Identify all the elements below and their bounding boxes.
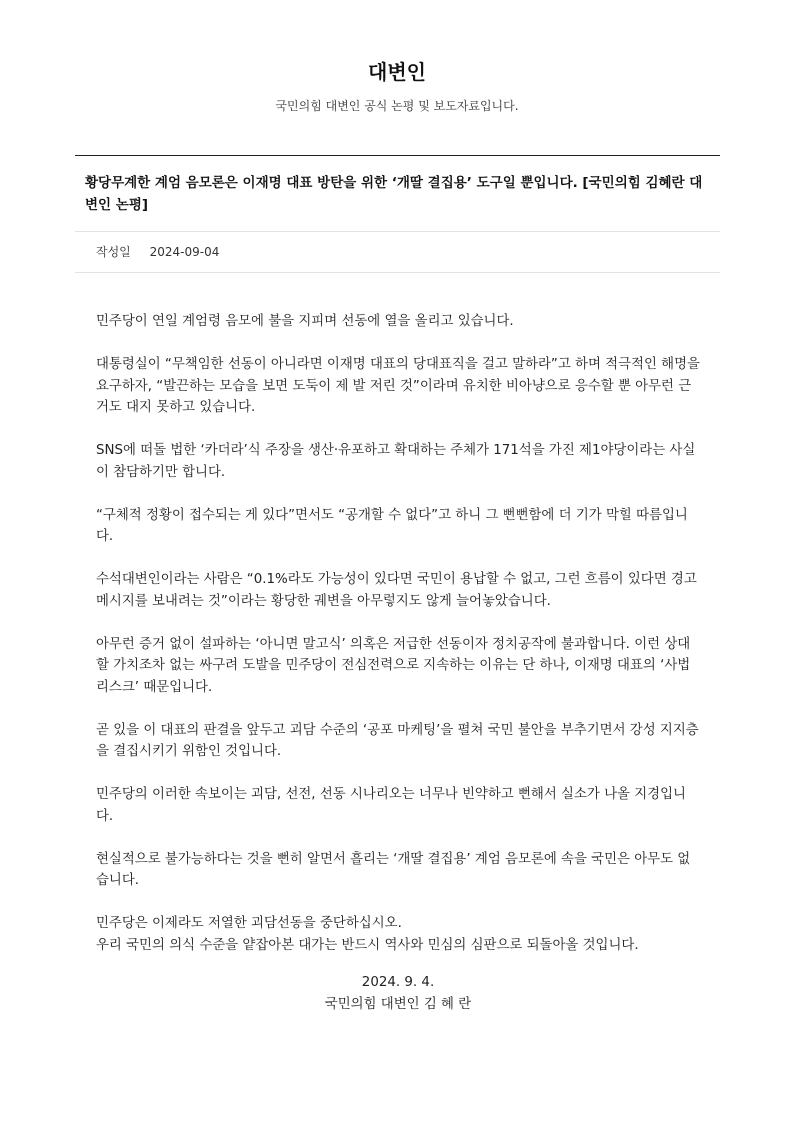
signature (96, 972, 700, 1016)
article (75, 155, 720, 1016)
body-paragraph: “구체적 정황이 접수되는 게 있다”면서도 “공개할 수 없다”고 하니 그 뻔뻔함에 더 기가 막힐 따름입니다. (96, 507, 688, 544)
date-value: 2024-09-04 (149, 245, 220, 259)
body-paragraph: 민주당이 연일 계엄령 음모에 불을 지피며 선동에 열을 올리고 있습니다. (96, 314, 514, 329)
site-title: 대변인 (368, 60, 426, 84)
body-paragraph: 민주당의 이러한 속보이는 괴담, 선전, 선동 시나리오는 너무나 빈약하고 뻔해서 실소가 나올 지경입니다. (96, 787, 686, 824)
body-paragraph: SNS에 떠돌 법한 ‘카더라’식 주장을 생산·유포하고 확대하는 주체가 171석을 가진 제1야당이라는 사실이 참담하기만 합니다. (96, 443, 696, 480)
date-label: 작성일 (96, 245, 131, 259)
body-paragraph: 아무런 증거 없이 설파하는 ‘아니면 말고식’ 의혹은 저급한 선동이자 정치공작에 불과합니다. 이런 상대할 가치조차 없는 싸구려 도발을 민주당이 전심전력으로 지속하는 이유는 단 하나, 이재명 대표의 ‘사법리스크’ 때문입니다. (96, 636, 691, 695)
site-header (0, 0, 794, 114)
closing-line: 우리 국민의 의식 수준을 얕잡아본 대가는 반드시 역사와 민심의 심판으로 되돌아올 것입니다. (96, 937, 639, 953)
article-meta (75, 232, 720, 273)
signature-date: 2024. 9. 4. (361, 975, 435, 990)
closing-line: 민주당은 이제라도 저열한 괴담선동을 중단하십시오. (96, 916, 402, 931)
article-body (75, 273, 720, 1016)
site-subtitle: 국민의힘 대변인 공식 논평 및 보도자료입니다. (275, 99, 519, 113)
body-paragraph: 대통령실이 “무책임한 선동이 아니라면 이재명 대표의 당대표직을 걸고 말하라”고 하며 적극적인 해명을 요구하자, “발끈하는 모습을 보면 도둑이 제 발 저린 것”이라며 유치한 비아냥으로 응수할 뿐 아무런 근거도 대지 못하고 있습니다. (96, 357, 700, 415)
body-paragraph: 수석대변인이라는 사람은 “0.1%라도 가능성이 있다면 국민이 용납할 수 없고, 그런 흐름이 있다면 경고 메시지를 보내려는 것”이라는 황당한 궤변을 아무렇지도 않게 늘어놓았습니다. (96, 572, 697, 609)
article-title: 황당무계한 계엄 음모론은 이재명 대표 방탄을 위한 ‘개딸 결집용’ 도구일 뿐입니다. [국민의힘 김혜란 대변인 논평] (75, 156, 720, 232)
signature-author: 국민의힘 대변인 김 혜 란 (324, 997, 472, 1012)
closing-paragraph (96, 913, 700, 956)
body-paragraph: 곧 있을 이 대표의 판결을 앞두고 괴담 수준의 ‘공포 마케팅’을 펼쳐 국민 불안을 부추기면서 강성 지지층을 결집시키기 위함인 것입니다. (96, 722, 699, 759)
body-paragraph: 현실적으로 불가능하다는 것을 뻔히 알면서 흘리는 ‘개딸 결집용’ 계엄 음모론에 속을 국민은 아무도 없습니다. (96, 851, 691, 888)
